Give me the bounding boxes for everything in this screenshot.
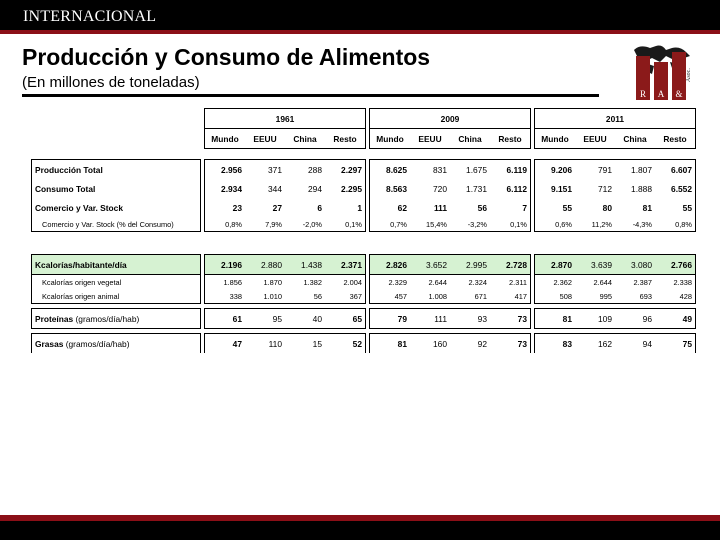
table-cell: 95 (245, 308, 285, 329)
table-cell: 162 (575, 333, 615, 353)
table-cell: 2.338 (655, 275, 696, 289)
table-row (31, 289, 696, 304)
table-cell: 2.387 (633, 277, 652, 287)
table-cell: 111 (433, 202, 447, 213)
table-cell: 80 (602, 202, 612, 213)
table-cell: 62 (369, 198, 410, 217)
table-cell: 15 (285, 333, 325, 353)
table-cell: -2,0% (285, 217, 325, 232)
company-logo (630, 42, 694, 102)
table-cell: 52 (325, 333, 366, 353)
table-cell: 2.311 (490, 275, 531, 289)
table-cell: 73 (490, 308, 531, 329)
column-header: Mundo (534, 128, 575, 149)
table-cell: 61 (204, 308, 245, 329)
table-row (31, 217, 696, 232)
column-header: China (615, 128, 655, 149)
table-cell: 338 (204, 289, 245, 304)
table-cell: 1.438 (285, 254, 325, 275)
table-cell: 2.644 (428, 277, 447, 287)
table-cell: 6 (317, 202, 322, 213)
table-cell: 720 (433, 183, 447, 194)
table-cell: 23 (204, 198, 245, 217)
table-cell: 2.934 (204, 179, 245, 198)
table-row (31, 254, 696, 275)
table-cell: 55 (655, 198, 696, 217)
table-cell: 110 (245, 333, 285, 353)
table-row (31, 179, 696, 198)
table-cell: 2.728 (490, 254, 531, 275)
column-header: EEUU (245, 128, 285, 149)
bottom-bar-accent (0, 515, 720, 521)
table-cell: 6.119 (490, 159, 531, 179)
table-cell: 1.010 (245, 289, 285, 304)
table-cell: 2.297 (325, 159, 366, 179)
svg-text:Asoc.: Asoc. (686, 68, 692, 82)
table-cell: 109 (575, 308, 615, 329)
table-cell: 93 (450, 308, 490, 329)
table-cell: 47 (204, 333, 245, 353)
table-cell: 75 (655, 333, 696, 353)
column-header: China (450, 128, 490, 149)
table-cell: 40 (285, 308, 325, 329)
column-header: EEUU (575, 128, 615, 149)
table-cell: 2.826 (369, 254, 410, 275)
table-row (31, 333, 696, 353)
row-label: Comercio y Var. Stock (31, 198, 201, 217)
column-header: Resto (655, 128, 696, 149)
table-cell: 2.995 (450, 254, 490, 275)
table-cell: 83 (534, 333, 575, 353)
table-cell: -3,2% (450, 217, 490, 232)
table-cell: 712 (598, 183, 612, 194)
table-cell: 81 (369, 333, 410, 353)
table-cell: 111 (410, 308, 450, 329)
table-cell: 2.880 (245, 254, 285, 275)
table-cell: 81 (642, 202, 652, 213)
table-cell: 2.324 (468, 277, 487, 287)
table-cell: 831 (410, 159, 450, 179)
table-cell: 0,1% (490, 217, 531, 232)
table-cell: 2.644 (593, 277, 612, 287)
table-cell: 508 (534, 289, 575, 304)
table-cell: 1.870 (263, 277, 282, 287)
section-label: INTERNACIONAL (23, 8, 157, 25)
page-title: Producción y Consumo de Alimentos (22, 44, 431, 70)
table-cell: 1.008 (410, 289, 450, 304)
table-cell: 2.004 (325, 275, 366, 289)
table-cell: 8.625 (369, 159, 410, 179)
table-cell: 0,8% (655, 217, 696, 232)
row-label: Kcalorías origen vegetal (31, 275, 201, 289)
table-cell: 457 (369, 289, 410, 304)
table-cell: 995 (575, 289, 615, 304)
table-cell: 6.607 (655, 159, 696, 179)
row-label: Producción Total (31, 159, 201, 179)
table-cell: 3.652 (410, 254, 450, 275)
table-cell: 0,7% (369, 217, 410, 232)
row-label: Grasas (gramos/día/hab) (31, 333, 201, 353)
table-cell: 791 (575, 159, 615, 179)
table-cell: 96 (615, 308, 655, 329)
column-header: Mundo (369, 128, 410, 149)
table-cell: 428 (655, 289, 696, 304)
table-cell: 0,1% (325, 217, 366, 232)
table-cell: 3.639 (575, 254, 615, 275)
table-cell: 65 (325, 308, 366, 329)
table-cell: 27 (272, 202, 282, 213)
table-cell: 8.563 (369, 179, 410, 198)
table-cell: 81 (534, 308, 575, 329)
table-cell: 2.766 (655, 254, 696, 275)
table-cell: 1.675 (450, 159, 490, 179)
table-cell: 367 (325, 289, 366, 304)
table-cell: 56 (285, 289, 325, 304)
table-cell: 0,8% (204, 217, 245, 232)
table-cell: 2.956 (204, 159, 245, 179)
table-cell: 9.206 (534, 159, 575, 179)
table-cell: 94 (615, 333, 655, 353)
table-cell: 288 (285, 159, 325, 179)
row-label: Proteínas (gramos/día/hab) (31, 308, 201, 329)
table-cell: 417 (490, 289, 531, 304)
table-cell: 73 (490, 333, 531, 353)
column-header: Mundo (204, 128, 245, 149)
table-cell: 344 (268, 183, 282, 194)
food-production-table (31, 108, 696, 353)
svg-text:A: A (657, 89, 665, 99)
table-cell: 56 (477, 202, 487, 213)
column-header: Resto (490, 128, 531, 149)
table-row (31, 198, 696, 217)
table-cell: -4,3% (615, 217, 655, 232)
table-cell: 2.362 (534, 275, 575, 289)
svg-text:R: R (639, 89, 647, 99)
table-cell: 1.382 (303, 277, 322, 287)
year-header: 1961 (204, 108, 366, 128)
column-header-row (31, 128, 696, 149)
table-cell: 2.196 (204, 254, 245, 275)
column-header: EEUU (410, 128, 450, 149)
column-header: China (285, 128, 325, 149)
table-cell: 1.856 (204, 275, 245, 289)
page-subtitle: (En millones de toneladas) (22, 74, 200, 91)
table-cell: 7 (490, 198, 531, 217)
table-cell: 7,9% (245, 217, 285, 232)
table-row (31, 308, 696, 329)
table-cell: 1 (325, 198, 366, 217)
table-cell: 55 (534, 198, 575, 217)
table-cell: 79 (369, 308, 410, 329)
table-row (31, 275, 696, 289)
table-cell: 2.371 (325, 254, 366, 275)
table-cell: 9.151 (534, 179, 575, 198)
table-cell: 15,4% (410, 217, 450, 232)
table-cell: 11,2% (575, 217, 615, 232)
table-cell: 92 (450, 333, 490, 353)
table-cell: 6.552 (655, 179, 696, 198)
table-cell: 2.295 (325, 179, 366, 198)
row-label: Consumo Total (31, 179, 201, 198)
table-cell: 1.888 (631, 183, 652, 194)
year-header: 2009 (369, 108, 531, 128)
table-cell: 671 (450, 289, 490, 304)
table-cell: 1.807 (615, 159, 655, 179)
table-cell: 49 (655, 308, 696, 329)
table-row (31, 159, 696, 179)
row-label: Kcalorías origen animal (31, 289, 201, 304)
svg-text:&: & (675, 89, 683, 99)
table-cell: 160 (410, 333, 450, 353)
row-label: Comercio y Var. Stock (% del Consumo) (31, 217, 201, 232)
table-cell: 3.080 (615, 254, 655, 275)
table-cell: 693 (615, 289, 655, 304)
table-cell: 2.329 (369, 275, 410, 289)
table-cell: 2.870 (534, 254, 575, 275)
table-cell: 1.731 (466, 183, 487, 194)
title-underline (22, 94, 599, 97)
column-header: Resto (325, 128, 366, 149)
row-label: Kcalorías/habitante/día (31, 254, 201, 275)
top-bar-accent (0, 30, 720, 34)
table-cell: 0,6% (534, 217, 575, 232)
table-cell: 6.112 (490, 179, 531, 198)
year-header-row (31, 108, 696, 128)
year-header: 2011 (534, 108, 696, 128)
table-cell: 371 (245, 159, 285, 179)
table-cell: 294 (308, 183, 322, 194)
